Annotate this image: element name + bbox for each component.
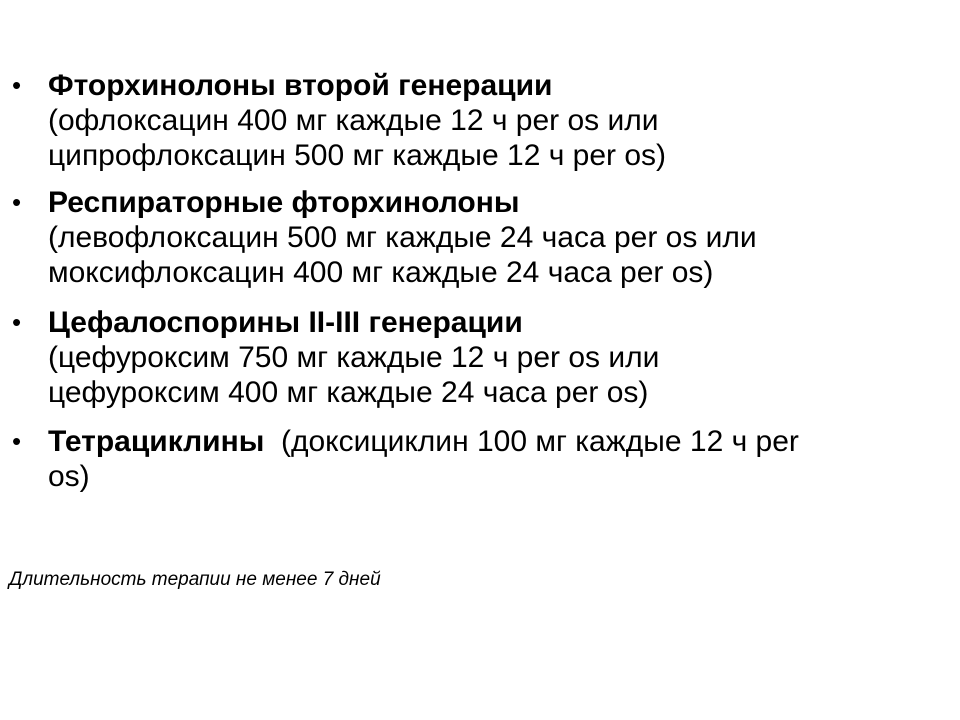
therapy-duration-note: Длительность терапии не менее 7 дней [9,569,381,590]
drug-class-label: Тетрациклины [48,425,265,458]
treatment-options-list [0,68,900,506]
drug-class-label: Фторхинолоны второй генерации [48,69,553,102]
bullet-item-tetracyclines [0,424,900,494]
bullet-item-respiratory-fluoroquinolones [0,185,900,290]
dosage-text: (офлоксацин 400 мг каждые 12 ч per os или ципрофлоксацин 500 мг каждые 12 ч per os) [48,104,667,172]
dosage-text: (цефуроксим 750 мг каждые 12 ч per os или цефуроксим 400 мг каждые 24 часа per os) [48,341,660,409]
separator-space [264,425,281,458]
bullet-icon: • [12,187,22,217]
bullet-icon: • [12,70,22,100]
bullet-icon: • [12,307,22,337]
bullet-icon: • [12,426,22,456]
bullet-item-cephalosporins [0,305,900,410]
drug-class-label: Цефалоспорины II-III генерации [48,306,523,339]
drug-class-label: Респираторные фторхинолоны [48,186,520,219]
bullet-item-fluoroquinolones-2nd-gen [0,68,900,173]
tetracycline-text-block [48,424,848,494]
dosage-text: (левофлоксацин 500 мг каждые 24 часа per os или моксифлоксацин 400 мг каждые 24 часа per os) [48,221,757,289]
dosage-text: (доксициклин 100 мг каждые 12 ч per os) [48,425,799,493]
